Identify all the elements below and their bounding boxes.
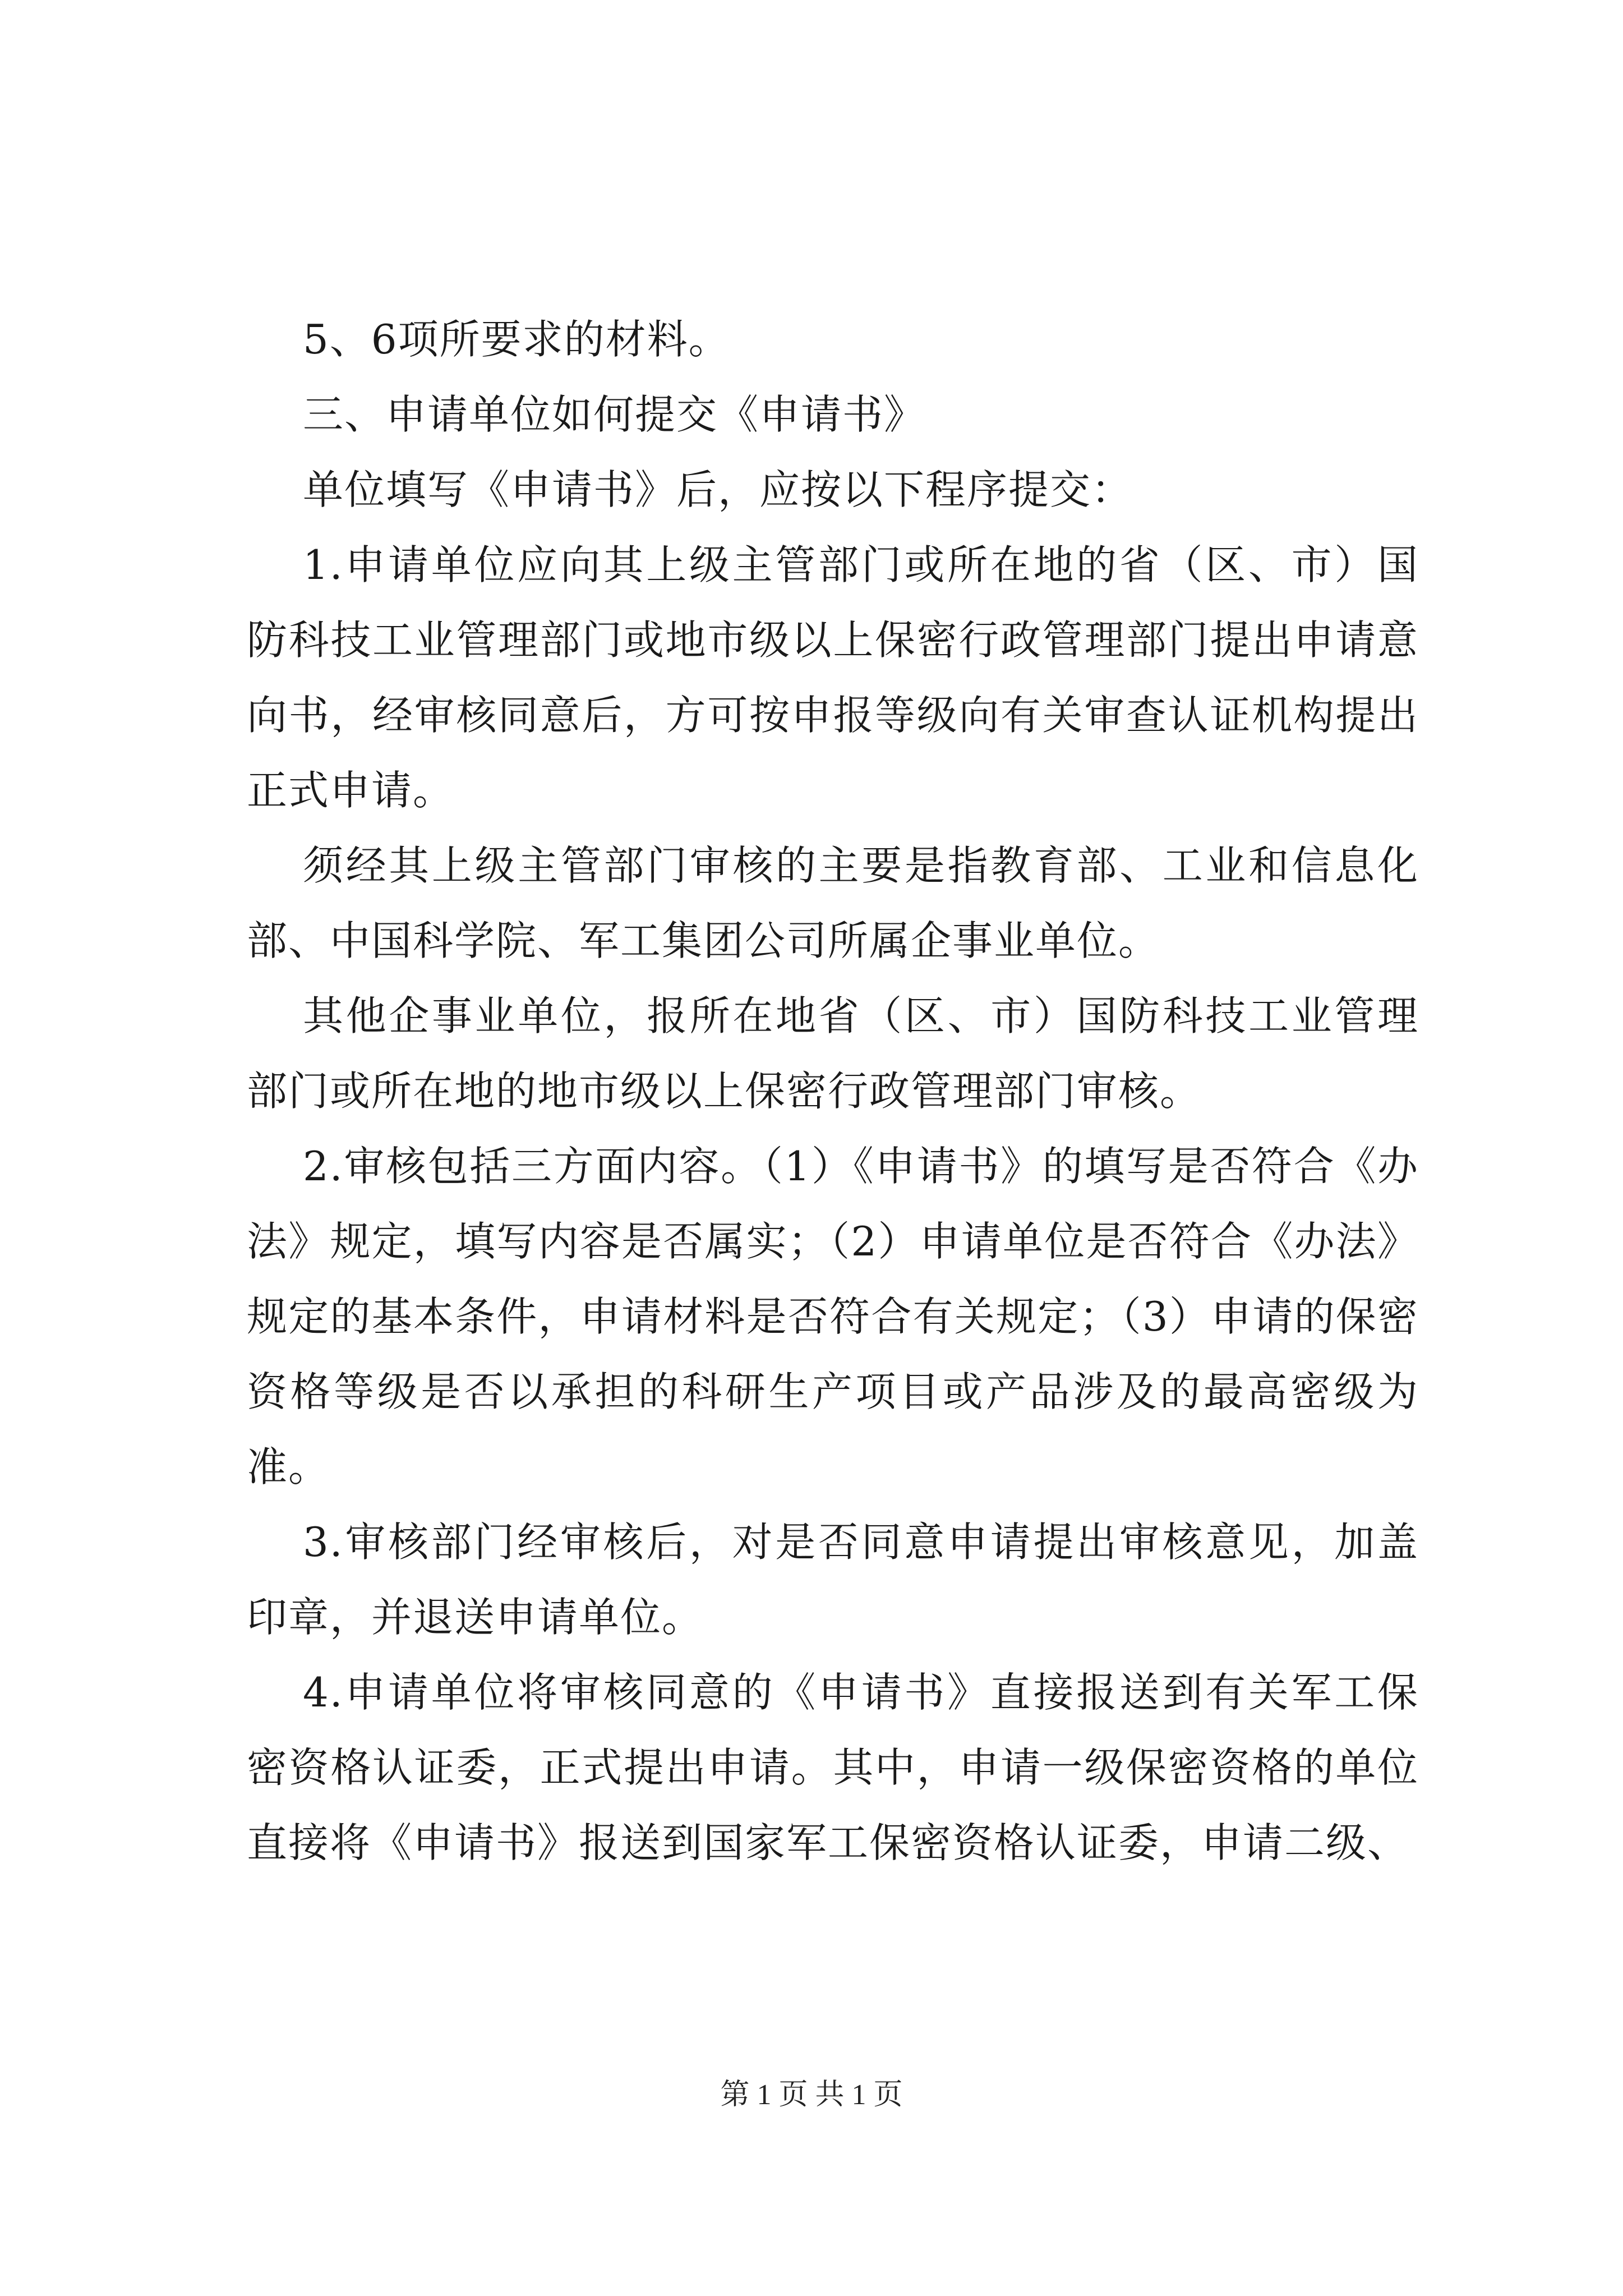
document-body bbox=[247, 302, 1419, 1880]
paragraph-8: 3.审核部门经审核后，对是否同意申请提出审核意见，加盖印章，并退送申请单位。 bbox=[247, 1519, 1419, 1641]
paragraph-9: 4.申请单位将审核同意的《申请书》直接报送到有关军工保密资格认证委，正式提出申请。其中，申请一级保密资格的单位直接将《申请书》报送到国家军工保密资格认证委，申请二级、 bbox=[247, 1669, 1419, 1866]
section-heading: 三、申请单位如何提交《申请书》 bbox=[303, 391, 926, 438]
paragraph-3: 单位填写《申请书》后，应按以下程序提交： bbox=[303, 466, 1133, 513]
paragraph-7: 2.审核包括三方面内容。（1）《申请书》的填写是否符合《办法》规定，填写内容是否属实；（2）申请单位是否符合《办法》规定的基本条件，申请材料是否符合有关规定；（3）申请的保密资格等级是否以承担的科研生产项目或产品涉及的最高密级为准。 bbox=[247, 1143, 1419, 1490]
paragraph-5: 须经其上级主管部门审核的主要是指教育部、工业和信息化部、中国科学院、军工集团公司所属企事业单位。 bbox=[247, 842, 1419, 964]
paragraph-1: 5、6项所要求的材料。 bbox=[303, 316, 730, 363]
paragraph-6: 其他企事业单位，报所在地省（区、市）国防科技工业管理部门或所在地的地市级以上保密行政管理部门审核。 bbox=[247, 992, 1419, 1115]
page-footer: 第 1 页 共 1 页 bbox=[720, 2079, 903, 2111]
paragraph-4: 1.申请单位应向其上级主管部门或所在地的省（区、市）国防科技工业管理部门或地市级以上保密行政管理部门提出申请意向书，经审核同意后，方可按申报等级向有关审查认证机构提出正式申请。 bbox=[247, 541, 1419, 814]
